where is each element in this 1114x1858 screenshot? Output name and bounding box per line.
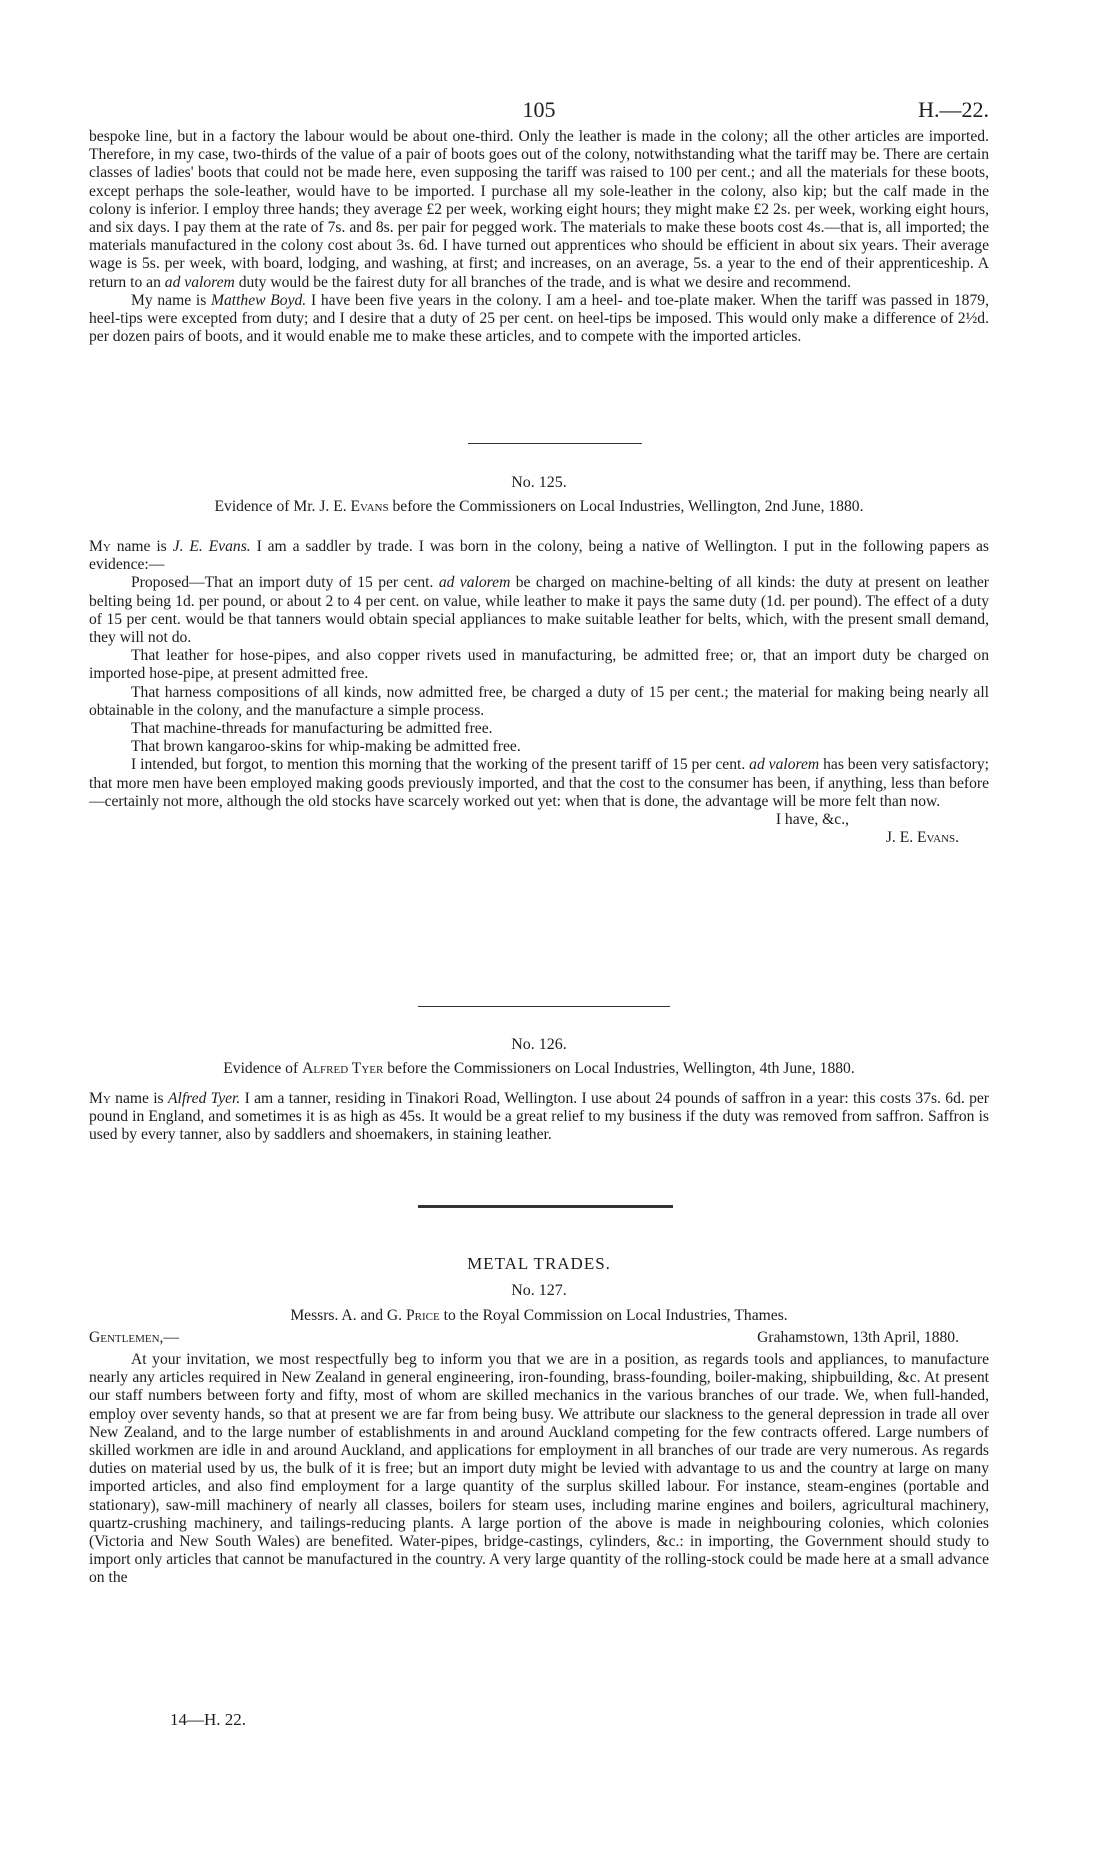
proposal-paragraph: Proposed—That an import duty of 15 per cent. ad valorem be charged on machine-belting of all kinds: the duty at present on leather belting being 1d. per pound, or about 2 to 4 per cent. on value, while leather to make it pays the same duty (1d. per pound). The effect of a duty of 15 per cent. would be that tanners would obtain special appliances to make suitable leather for belts, which, with the present small demand, they will not do. xyxy=(89,574,990,647)
proposal-paragraph: That harness compositions of all kinds, now admitted free, be charged a duty of 15 per cent.; the material for making being nearly all obtainable in the colony, and the manufacture a simple process. xyxy=(89,683,989,719)
intro-paragraph: My name is J. E. Evans. I am a saddler by trade. I was born in the colony, being a native of Wellington. I put in the following papers as evidence:— xyxy=(89,538,989,574)
remark-paragraph: I intended, but forgot, to mention this morning that the working of the present tariff of 15 per cent. ad valorem has been very satisfactory; that more men have been employed making goods previously imported, and that the cost to the consumer has been, if anything, less than before—certainly not more, although the old stocks have scarcely worked out yet: when that is done, the advantage will be more felt than now. xyxy=(89,756,989,810)
place-date: Grahamstown, 13th April, 1880. xyxy=(757,1329,959,1346)
proposal-paragraph: That leather for hose-pipes, and also copper rivets used in manufacturing, be admitted free; or, that an import duty be charged on imported hose-pipe, at present admitted free. xyxy=(89,647,989,683)
witness-name: Matthew Boyd. xyxy=(210,291,307,309)
page-header xyxy=(89,97,989,127)
boyd-paragraph: My name is Matthew Boyd. I have been five years in the colony. I am a heel- and toe-plate maker. When the tariff was passed in 1879, heel-tips were excepted from duty; and I desire that a duty of 25 per cent. on heel-tips be imposed. This would only make a difference of 2½d. per dozen pairs of boots, and it would enable me to make these articles, and to compete with the imported articles. xyxy=(89,291,989,346)
evidence-number-125: No. 125. xyxy=(511,474,567,491)
page-number: 105 xyxy=(522,97,556,122)
proposal-paragraph: That brown kangaroo-skins for whip-making be admitted free. xyxy=(131,738,521,756)
section-divider xyxy=(418,1006,670,1007)
witness-name: Alfred Tyer. xyxy=(167,1090,241,1107)
evidence-number-127: No. 127. xyxy=(511,1282,567,1299)
closing: I have, &c., xyxy=(775,811,849,829)
evidence-number-126: No. 126. xyxy=(511,1036,567,1053)
letter-heading xyxy=(89,1329,989,1347)
letter-body-127 xyxy=(89,1351,989,1588)
evidence-body-125 xyxy=(89,538,989,847)
evidence-title-126: Evidence of Alfred Tyer before the Commissioners on Local Industries, Wellington, 4th June, 1880. xyxy=(223,1060,855,1077)
continued-evidence xyxy=(89,128,989,346)
continued-paragraph: bespoke line, but in a factory the labour would be about one-third. Only the leather is made in the colony; all the other articles are imported. Therefore, in my case, two-thirds of the value of a pair of boots goes out of the colony, notwithstanding what the tariff may be. There are certain classes of ladies' boots that could not be made here, even supposing the tariff was raised to 100 per cent.; and all the materials for these boots, except perhaps the sole-leather, would have to be imported. I purchase all my sole-leather in the colony, also kip; but the calf made in the colony is inferior. I employ three hands; they average £2 per week, working eight hours; they might make £2 2s. per week, working eight hours, and six days. I pay them at the rate of 7s. and 8s. per pair for pegged work. The materials to make these boots cost 4s.—that is, all imported; the materials manufactured in the colony cost about 3s. 6d. I have turned out apprentices who should be efficient in about six years. Their average wage is 5s. per week, with board, lodging, and washing, at first; and increases, on an average, 5s. a year to the end of their apprenticeship. A return to an ad valorem duty would be the fairest duty for all branches of the trade, and is what we desire and recommend. xyxy=(89,128,989,291)
heavy-section-divider xyxy=(418,1205,673,1208)
signature-mark: 14—H. 22. xyxy=(170,1710,247,1729)
letter-paragraph: At your invitation, we most respectfully beg to inform you that we are in a position, as regards tools and appliances, to manufacture nearly any articles required in New Zealand in general engineering, iron-founding, brass-founding, boiler-making, shipbuilding, &c. At present our staff numbers between forty and fifty, most of whom are skilled mechanics in the various branches of our trade. We, when full-handed, employ over seventy hands, so that at present we are far from being busy. We attribute our slackness to the general depression in trade all over New Zealand, and to the large number of establishments in and around Auckland competing for the few contracts offered. Large numbers of skilled workmen are idle in and around Auckland, and applications for employment in all branches of our trade are very numerous. As regards duties on material used by us, the bulk of it is free; but an import duty might be levied with advantage to us and the country at large on many imported articles, and also find employment for a large quantity of the surplus skilled labour. For instance, steam-engines (portable and stationary), saw-mill machinery of nearly all classes, boilers for steam uses, including marine engines and boilers, agricultural machinery, quartz-crushing machinery, and tailings-reducing plants. A large portion of the above is made in neighbouring colonies, which colonies (Victoria and New South Wales) are benefited. Water-pipes, bridge-castings, cylinders, &c.: in importing, the Government should study to import only articles that cannot be manufactured in the country. A very large quantity of the rolling-stock could be made here at a small advance on the xyxy=(89,1351,989,1587)
intro-paragraph: My name is Alfred Tyer. I am a tanner, residing in Tinakori Road, Wellington. I use about 24 pounds of saffron in a year: this costs 37s. 6d. per pound in England, and sometimes it is as high as 45s. It would be a great relief to my business if the duty was removed from saffron. Saffron is used by every tanner, also by saddlers and shoemakers, in staining leather. xyxy=(89,1090,989,1144)
evidence-title-127: Messrs. A. and G. Price to the Royal Commission on Local Industries, Thames. xyxy=(290,1307,788,1324)
witness-name: J. E. Evans. xyxy=(172,538,251,555)
proposal-paragraph: That machine-threads for manufacturing be admitted free. xyxy=(131,720,493,738)
salutation: Gentlemen,— xyxy=(89,1329,180,1346)
section-title: METAL TRADES. xyxy=(467,1254,611,1273)
document-reference: H.—22. xyxy=(918,97,989,122)
evidence-body-126 xyxy=(89,1090,989,1145)
evidence-title-125: Evidence of Mr. J. E. Evans before the Commissioners on Local Industries, Wellington, 2nd June, 1880. xyxy=(214,498,864,515)
section-divider xyxy=(468,443,642,444)
signature: J. E. Evans. xyxy=(885,829,959,847)
